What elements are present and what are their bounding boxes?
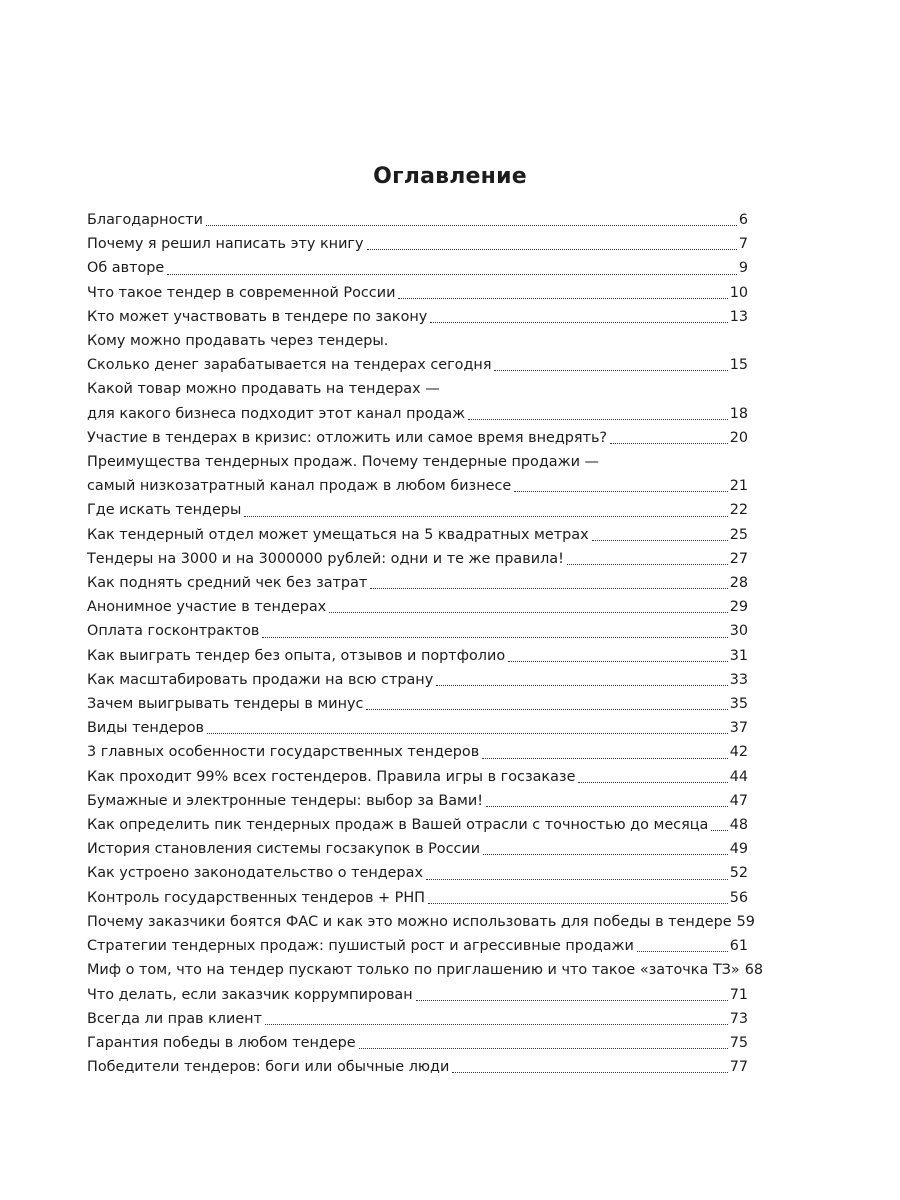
toc-entry-title: Анонимное участие в тендерах [87, 599, 327, 616]
toc-entry-title: самый низкозатратный канал продаж в любом бизнесе [87, 478, 512, 495]
toc-entry [87, 910, 755, 934]
toc-entry-title: Контроль государственных тендеров + РНП [87, 889, 425, 906]
toc-entry-title: Как поднять средний чек без затрат [87, 575, 368, 592]
dot-leader [428, 902, 728, 904]
toc-entry [87, 281, 748, 305]
toc-entry-page-number: 21 [729, 478, 748, 495]
dot-leader [426, 878, 728, 880]
toc-entry [87, 813, 748, 837]
toc-entry-title: Бумажные и электронные тендеры: выбор за Вами! [87, 792, 484, 809]
toc-entry [87, 740, 748, 764]
toc-entry [87, 861, 748, 885]
toc-entry [87, 595, 748, 619]
toc-entry-page-number: 37 [729, 720, 748, 737]
dot-leader [359, 1047, 728, 1049]
dot-leader [483, 853, 728, 855]
toc-entry [87, 837, 748, 861]
toc-entry-page-number: 20 [729, 429, 748, 446]
toc-entry-page-number: 35 [729, 696, 748, 713]
toc-entry-page-number: 10 [729, 284, 748, 301]
toc-entry [87, 353, 748, 377]
toc-entry-title: Победители тендеров: боги или обычные люди [87, 1059, 450, 1076]
dot-leader [329, 611, 727, 613]
toc-entry [87, 571, 748, 595]
dot-leader [367, 248, 737, 250]
toc-entry [87, 716, 748, 740]
dot-leader [430, 321, 727, 323]
toc-entry [87, 402, 748, 426]
toc-entry-page-number: 27 [729, 550, 748, 567]
dot-leader [398, 297, 727, 299]
toc-entry-title: Как проходит 99% всех гостендеров. Правила игры в госзаказе [87, 768, 576, 785]
toc-entry-page-number: 75 [729, 1034, 748, 1051]
toc-entry [87, 1055, 748, 1079]
toc-entry [87, 619, 748, 643]
toc-entry-title: 3 главных особенности государственных тендеров [87, 744, 480, 761]
dot-leader [244, 515, 727, 517]
dot-leader [436, 684, 727, 686]
dot-leader [416, 999, 728, 1001]
toc-entry-page-number: 47 [729, 792, 748, 809]
dot-leader [610, 442, 728, 444]
toc-entry-title: Как тендерный отдел может умещаться на 5 квадратных метрах [87, 526, 589, 543]
toc-entry [87, 1007, 748, 1031]
dot-leader [637, 950, 728, 952]
toc-entry [87, 232, 748, 256]
toc-entry-page-number: 68 [744, 962, 764, 979]
dot-leader [207, 732, 728, 734]
toc-entry-title: для какого бизнеса подходит этот канал продаж [87, 405, 466, 422]
dot-leader [265, 1023, 728, 1025]
toc-entry-page-number: 48 [729, 817, 748, 834]
toc-entry-title: Как устроено законодательство о тендерах [87, 865, 424, 882]
dot-leader [370, 587, 727, 589]
dot-leader [514, 490, 727, 492]
toc-entry-title: История становления системы госзакупок в России [87, 841, 481, 858]
toc-entry [87, 329, 748, 353]
toc-entry-page-number: 15 [729, 357, 748, 374]
dot-leader [482, 757, 727, 759]
dot-leader [366, 708, 727, 710]
toc-entry-page-number: 44 [729, 768, 748, 785]
toc-entry [87, 692, 748, 716]
toc-entry [87, 644, 748, 668]
toc-entry-title: Как выиграть тендер без опыта, отзывов и портфолио [87, 647, 506, 664]
toc-entry-title: Как определить пик тендерных продаж в Вашей отрасли с точностью до месяца [87, 817, 709, 834]
toc-entry-title: Как масштабировать продажи на всю страну [87, 671, 434, 688]
toc-entry-page-number: 28 [729, 575, 748, 592]
dot-leader [452, 1071, 727, 1073]
toc-entry-title: Участие в тендерах в кризис: отложить или самое время внедрять? [87, 429, 608, 446]
toc-entry-title: Кому можно продавать через тендеры. [87, 333, 389, 350]
toc-entry [87, 474, 748, 498]
toc-entry [87, 450, 748, 474]
toc-entry [87, 523, 748, 547]
dot-leader [262, 636, 727, 638]
toc-entry-title: Стратегии тендерных продаж: пушистый рост и агрессивные продажи [87, 938, 634, 955]
toc-entry-title: Миф о том, что на тендер пускают только по приглашению и что такое «заточка ТЗ» [87, 962, 740, 979]
toc-entry [87, 1031, 748, 1055]
toc-entry-page-number: 6 [738, 212, 748, 228]
toc-entry-page-number: 13 [729, 308, 748, 325]
toc-entry-page-number: 33 [729, 671, 748, 688]
table-of-contents [87, 208, 764, 1079]
toc-entry-page-number: 18 [729, 405, 748, 422]
toc-entry-page-number: 31 [729, 647, 748, 664]
toc-entry-page-number: 61 [729, 938, 748, 955]
toc-entry-title: Оплата госконтрактов [87, 623, 260, 640]
toc-entry-title: Почему я решил написать эту книгу [87, 236, 364, 253]
toc-entry [87, 958, 764, 982]
toc-entry-page-number: 9 [738, 260, 748, 277]
page-title: Оглавление [373, 164, 527, 189]
toc-entry-title: Тендеры на 3000 и на 3000000 рублей: одни и те же правила! [87, 550, 564, 567]
toc-entry [87, 934, 748, 958]
toc-entry-page-number: 30 [729, 623, 748, 640]
toc-entry-page-number: 49 [729, 841, 748, 858]
toc-entry [87, 983, 748, 1007]
dot-leader [468, 418, 728, 420]
toc-entry [87, 208, 748, 232]
toc-entry [87, 886, 748, 910]
toc-entry-page-number: 71 [729, 986, 748, 1003]
toc-entry-page-number: 59 [736, 913, 755, 930]
dot-leader [592, 539, 728, 541]
toc-entry-title: Кто может участвовать в тендере по закону [87, 308, 428, 325]
toc-entry-title: Гарантия победы в любом тендере [87, 1034, 356, 1051]
toc-entry-page-number: 77 [729, 1059, 748, 1076]
dot-leader [578, 781, 727, 783]
toc-entry-title: Какой товар можно продавать на тендерах — [87, 381, 440, 398]
toc-entry-page-number: 29 [729, 599, 748, 616]
toc-entry [87, 426, 748, 450]
dot-leader [206, 224, 737, 226]
dot-leader [494, 369, 727, 371]
toc-entry-title: Сколько денег зарабатывается на тендерах сегодня [87, 357, 492, 374]
toc-entry-title: Где искать тендеры [87, 502, 242, 519]
toc-entry-page-number: 56 [729, 889, 748, 906]
toc-entry [87, 498, 748, 522]
toc-entry-page-number: 42 [729, 744, 748, 761]
toc-entry [87, 305, 748, 329]
toc-entry [87, 668, 748, 692]
toc-entry-page-number: 52 [729, 865, 748, 882]
toc-entry [87, 765, 748, 789]
toc-entry-title: Виды тендеров [87, 720, 204, 737]
toc-entry-title: Преимущества тендерных продаж. Почему тендерные продажи — [87, 454, 599, 471]
toc-entry-page-number: 7 [738, 236, 748, 253]
toc-entry-title: Всегда ли прав клиент [87, 1010, 262, 1027]
toc-entry-page-number: 73 [729, 1010, 748, 1027]
toc-entry [87, 377, 748, 401]
toc-entry-page-number: 22 [729, 502, 748, 519]
dot-leader [711, 829, 727, 831]
dot-leader [567, 563, 728, 565]
toc-entry [87, 789, 748, 813]
toc-entry-title: Что делать, если заказчик коррумпирован [87, 986, 413, 1003]
toc-entry-title: Об авторе [87, 260, 165, 277]
toc-entry-title: Что такое тендер в современной России [87, 284, 396, 301]
toc-entry-title: Благодарности [87, 212, 204, 228]
toc-entry [87, 547, 748, 571]
toc-entry-title: Зачем выигрывать тендеры в минус [87, 696, 364, 713]
dot-leader [167, 273, 737, 275]
dot-leader [486, 805, 728, 807]
toc-entry-page-number: 25 [729, 526, 748, 543]
toc-entry-title: Почему заказчики боятся ФАС и как это можно использовать для победы в тендере [87, 913, 732, 930]
dot-leader [508, 660, 728, 662]
toc-entry [87, 256, 748, 280]
